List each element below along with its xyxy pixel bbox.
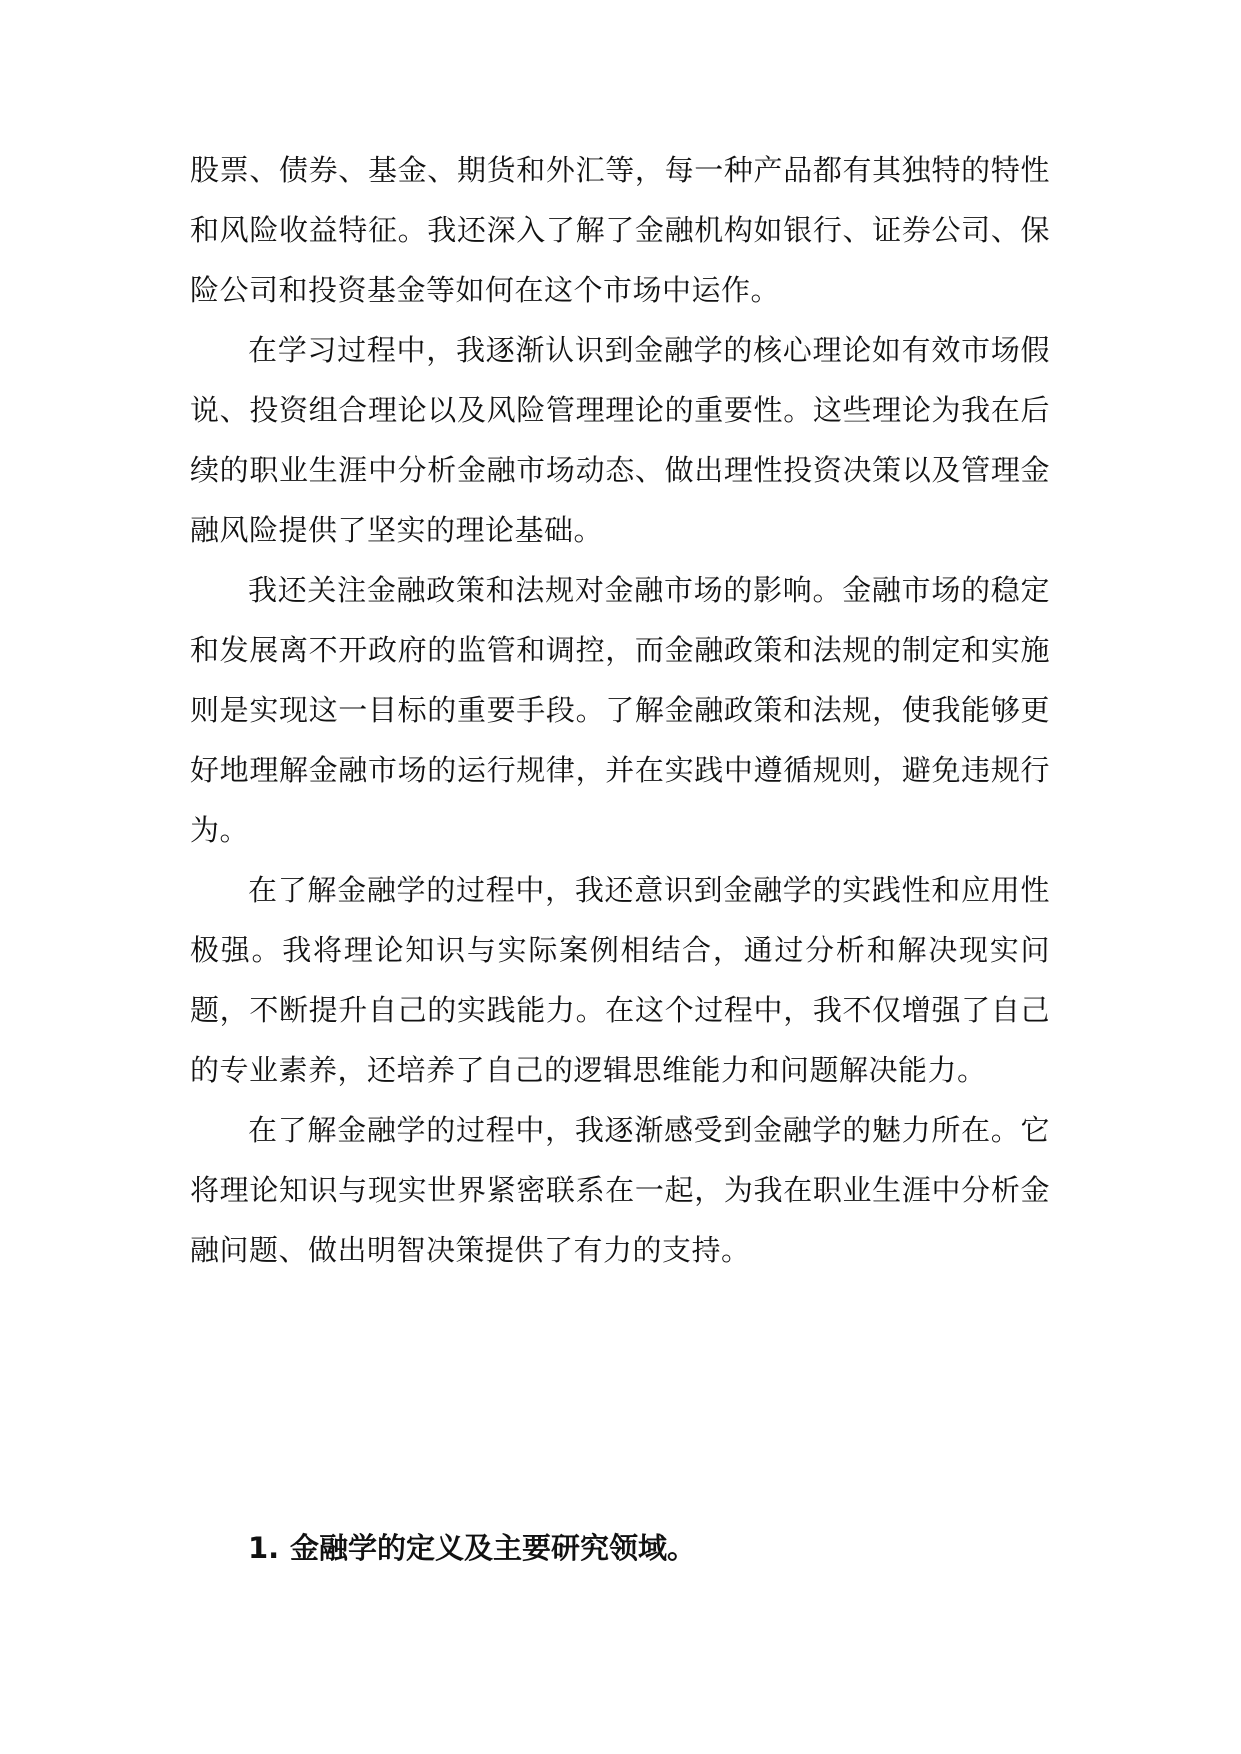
section-heading-text: 金融学的定义及主要研究领域。 [290,1531,697,1565]
section-heading-number: 1. [248,1531,280,1565]
paragraph-practice: 在了解金融学的过程中，我还意识到金融学的实践性和应用性极强。我将理论知识与实际案例相结合，通过分析和解决现实问题，不断提升自己的实践能力。在这个过程中，我不仅增强了自己的专业素养，还培养了自己的逻辑思维能力和问题解决能力。 [190,873,1050,1087]
section-heading [248,1518,696,1578]
paragraph-policy-regulation: 我还关注金融政策和法规对金融市场的影响。金融市场的稳定和发展离不开政府的监管和调控，而金融政策和法规的制定和实施则是实现这一目标的重要手段。了解金融政策和法规，使我能够更好地理解金融市场的运行规律，并在实践中遵循规则，避免违规行为。 [190,573,1050,847]
paragraph-appeal: 在了解金融学的过程中，我逐渐感受到金融学的魅力所在。它将理论知识与现实世界紧密联系在一起，为我在职业生涯中分析金融问题、做出明智决策提供了有力的支持。 [190,1113,1050,1267]
paragraph-core-theories: 在学习过程中，我逐渐认识到金融学的核心理论如有效市场假说、投资组合理论以及风险管理理论的重要性。这些理论为我在后续的职业生涯中分析金融市场动态、做出理性投资决策以及管理金融风险提供了坚实的理论基础。 [190,333,1050,547]
document-body [190,140,1050,1280]
paragraph-continuation: 股票、债券、基金、期货和外汇等，每一种产品都有其独特的特性和风险收益特征。我还深入了解了金融机构如银行、证券公司、保险公司和投资基金等如何在这个市场中运作。 [190,153,1050,307]
